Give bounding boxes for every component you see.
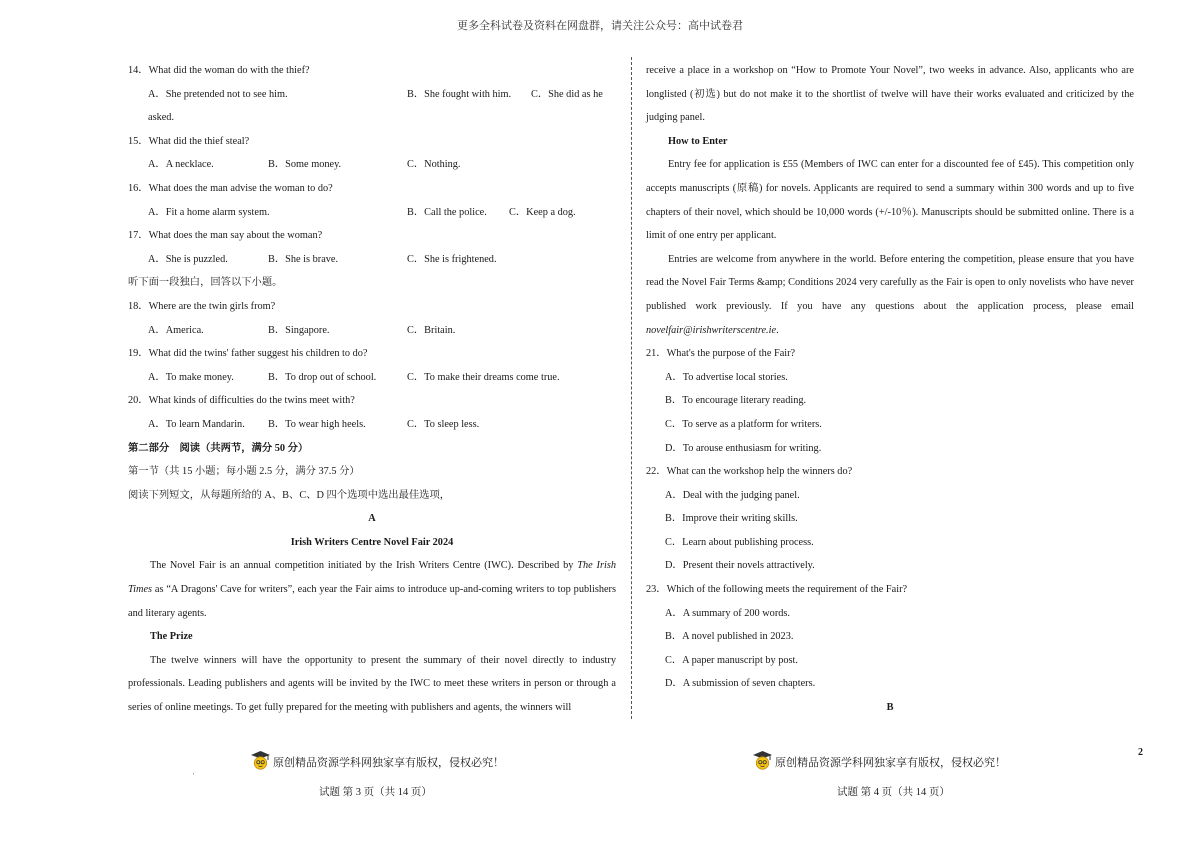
paragraph-eligibility: [646, 248, 1134, 342]
mortarboard-face-icon: [250, 750, 273, 773]
option-c: C．She is frightened.: [407, 253, 497, 265]
paragraph-entry: Entry fee for application is £55 (Members of IWC can enter for a discounted fee of £45). This competition only accepts manuscripts (原稿) for novels. Applicants are required to send a summary within 300 words and up to five chapters of their novel, which should be 10,000 words (+/-10％). Manuscripts should be submitted online. There is a limit of one entry per applicant.: [646, 159, 1134, 242]
text-run: Entries are welcome from anywhere in the world. Before entering the competition, please ensure that you have read the Novel Fair Terms &amp; Conditions 2024 very carefully as the Fair is open to only novelists who have never published work previously. If you have any questions about the application process, please email: [646, 253, 1134, 312]
option-c: C．Nothing.: [407, 159, 461, 171]
passage-title: Irish Writers Centre Novel Fair 2024: [290, 536, 454, 548]
question-21: 21．What's the purpose of the Fair?: [646, 348, 796, 360]
option-c: C．To serve as a platform for writers.: [665, 418, 822, 430]
question-22: 22．What can the workshop help the winners do?: [646, 466, 853, 478]
email-link[interactable]: novelfair@irishwriterscentre.ie: [646, 324, 777, 336]
option-a: A．To learn Mandarin.: [148, 418, 245, 430]
option-c: C．A paper manuscript by post.: [665, 654, 798, 666]
copyright-notice-left: [250, 750, 504, 773]
right-column: [646, 59, 1134, 720]
question-20: 20．What kinds of difficulties do the twins meet with?: [128, 395, 355, 407]
question-20-options: [128, 413, 616, 437]
option-b: B．She is brave.: [268, 253, 339, 265]
option-c-continued: asked.: [148, 112, 175, 124]
text-run: .: [776, 324, 779, 336]
option-b: B．Some money.: [268, 159, 342, 171]
how-to-enter-heading: How to Enter: [668, 135, 728, 147]
passage-letter-b: B: [886, 702, 894, 714]
question-17-options: [128, 248, 616, 272]
mortarboard-face-icon: [752, 750, 775, 773]
column-divider: [631, 57, 632, 719]
question-16-options: [128, 201, 616, 225]
question-14-options: [128, 83, 616, 107]
page-header: 更多全科试卷及资料在网盘群，请关注公众号：高中试卷君: [457, 20, 743, 32]
option-a: A．Fit a home alarm system.: [148, 206, 270, 218]
option-a: A．She is puzzled.: [148, 253, 228, 265]
text-run: The Novel Fair is an annual competition initiated by the Irish Writers Centre (IWC). Described by: [150, 560, 578, 572]
option-c: C．To sleep less.: [407, 418, 480, 430]
option-b: B．To encourage literary reading.: [665, 395, 807, 407]
option-a: A．America.: [148, 324, 204, 336]
question-18: 18．Where are the twin girls from?: [128, 300, 276, 312]
paragraph-prize: The twelve winners will have the opportunity to present the summary of their novel directly to industry professionals. Leading publishers and agents will be invited by the IWC to meet these writers in person or through a series of online meetings. To get fully prepared for the meeting with publishers and agents, the winners will: [128, 654, 616, 714]
footer-page-3: 试题 第 3 页（共 14 页）: [319, 787, 432, 798]
prize-heading: The Prize: [150, 631, 193, 643]
option-a: A．She pretended not to see him.: [148, 88, 288, 100]
listening-instruction: 听下面一段独白，回答以下小题。: [128, 277, 283, 289]
passage-letter-a: A: [368, 513, 376, 525]
question-14: 14．What did the woman do with the thief?: [128, 65, 310, 76]
option-d: D．Present their novels attractively.: [665, 560, 815, 572]
option-a: A．To advertise local stories.: [665, 371, 788, 383]
option-c: C．She did as he: [531, 88, 603, 100]
part-two-heading: 第二部分 阅读（共两节，满分 50 分）: [128, 442, 309, 454]
left-column: [128, 59, 616, 720]
option-b: B．Call the police.: [407, 206, 487, 218]
option-b: B．To wear high heels.: [268, 418, 366, 430]
question-15-options: [128, 153, 616, 177]
copyright-text: 原创精品资源学科网独家享有版权，侵权必究！: [775, 756, 1006, 769]
option-a: A．Deal with the judging panel.: [665, 489, 800, 501]
question-23: 23．Which of the following meets the requirement of the Fair?: [646, 584, 908, 596]
footer-page-4: 试题 第 4 页（共 14 页）: [837, 787, 950, 798]
option-a: A．To make money.: [148, 371, 234, 383]
paragraph-prize-continued: receive a place in a workshop on “How to Promote Your Novel”, two weeks in advance. Also, applicants who are longlisted (初选) but do not make it to the shortlist of twelve will have their works evaluated and criticized by the judging panel.: [646, 65, 1134, 124]
stray-mark: ': [193, 772, 195, 780]
page-number: 2: [1138, 747, 1143, 758]
copyright-text: 原创精品资源学科网独家享有版权，侵权必究！: [273, 756, 504, 769]
option-d: D．A submission of seven chapters.: [665, 678, 816, 690]
copyright-notice-right: [752, 750, 1006, 773]
option-a: A．A summary of 200 words.: [665, 607, 790, 619]
option-b: B．A novel published in 2023.: [665, 631, 794, 643]
option-c: C．To make their dreams come true.: [407, 371, 560, 383]
option-c: C．Britain.: [407, 324, 456, 336]
section-one-heading: 第一节（共 15 小题；每小题 2.5 分，满分 37.5 分）: [128, 466, 360, 478]
option-c: C．Learn about publishing process.: [665, 536, 814, 548]
option-b: B．She fought with him.: [407, 88, 512, 100]
question-18-options: [128, 319, 616, 343]
option-b: B．Improve their writing skills.: [665, 513, 798, 525]
option-b: B．Singapore.: [268, 324, 330, 336]
option-d: D．To arouse enthusiasm for writing.: [665, 442, 822, 454]
reading-instruction: 阅读下列短文，从每题所给的 A、B、C、D 四个选项中选出最佳选项，: [128, 489, 451, 501]
option-c: C．Keep a dog.: [509, 206, 576, 218]
question-19: 19．What did the twins' father suggest his children to do?: [128, 348, 368, 360]
option-b: B．To drop out of school.: [268, 371, 377, 383]
question-15: 15．What did the thief steal?: [128, 135, 250, 147]
paragraph-intro: [128, 554, 616, 625]
text-run: as “A Dragons' Cave for writers”, each year the Fair aims to introduce up-and-coming writers to top publishers and literary agents.: [128, 584, 616, 619]
question-17: 17．What does the man say about the woman?: [128, 230, 323, 242]
publication-name: The Irish Times: [128, 560, 616, 596]
question-19-options: [128, 366, 616, 390]
option-a: A．A necklace.: [148, 159, 214, 171]
question-16: 16．What does the man advise the woman to do?: [128, 182, 333, 194]
